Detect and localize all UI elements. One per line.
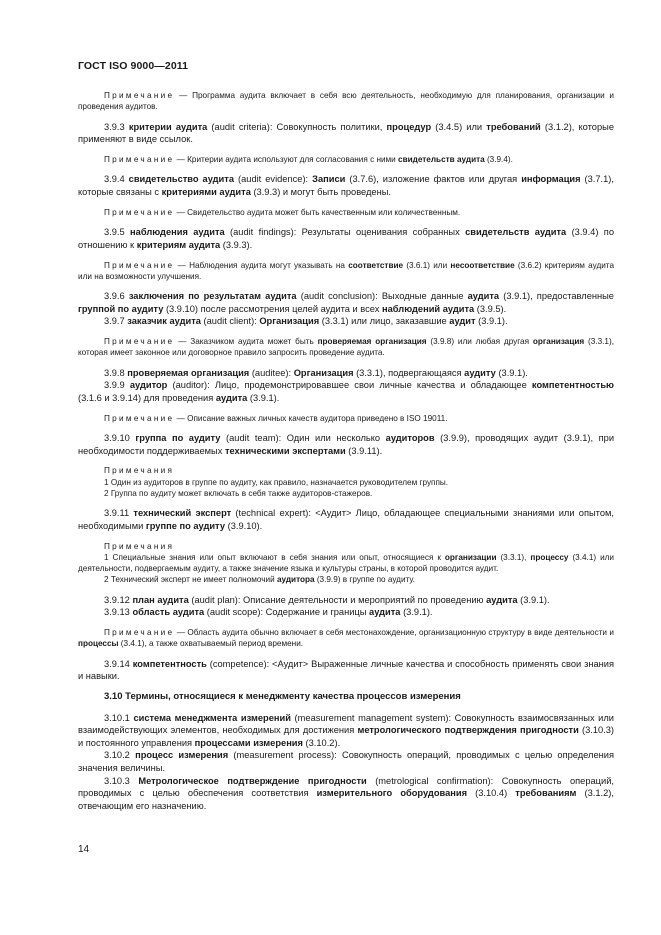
term-3-9-9: 3.9.9 аудитор (auditor): Лицо, продемонстрировавшее свои личные качества и обладающее компетентностью (3.1.6 и 3.9.14) для проведения аудита (3.9.1). <box>78 380 614 403</box>
section-3-10-heading: 3.10 Термины, относящиеся к менеджменту качества процессов измерения <box>104 690 461 702</box>
page-number: 14 <box>78 844 90 855</box>
term-3-9-12: 3.9.12 план аудита (audit plan): Описание деятельности и мероприятий по проведению аудита (3.9.1). <box>104 594 550 605</box>
term-3-9-3: 3.9.3 критерии аудита (audit criteria): Совокупность политики, процедур (3.4.5) или требований (3.1.2), которые применяют в виде ссылок. <box>78 121 614 145</box>
note-scope: Примечание — Область аудита обычно включает в себя местонахождение, организационную структуру в виде деятельности и процессы (3.4.1), а также охватываемый период времени. <box>78 627 614 649</box>
notes-expert-label: Примечания <box>104 541 175 551</box>
term-3-9-8: 3.9.8 проверяемая организация (auditee): Организация (3.3.1), подвергающаяся аудиту (3.9.1). <box>104 367 528 378</box>
term-3-10-3: 3.10.3 Метрологическое подтверждение пригодности (metrological confirmation): Совокупность операций, проводимых с целью обеспечения соответствия измерительного оборудования (3.10.4) требованиям (3.1.2), отвечающим его назначению. <box>78 775 614 811</box>
term-3-9-13: 3.9.13 область аудита (audit scope): Содержание и границы аудита (3.9.1). <box>104 607 433 618</box>
term-3-10-2: 3.10.2 процесс измерения (measurement process): Совокупность операций, проводимых с целью определения значения величины. <box>78 750 614 774</box>
term-3-9-7: 3.9.7 заказчик аудита (audit client): Организация (3.3.1) или лицо, заказавшие аудит (3.9.1). <box>104 316 508 327</box>
notes-team-label: Примечания <box>104 466 175 476</box>
note-team-1: 1 Один из аудиторов в группе по аудиту, как правило, назначается руководителем группы. <box>104 477 449 487</box>
document-body <box>78 90 614 812</box>
term-3-9-6: 3.9.6 заключения по результатам аудита (audit conclusion): Выходные данные аудита (3.9.1), предоставленные группой по аудиту (3.9.10) после рассмотрения целей аудита и всех наблюдений аудита (3.9.5). <box>78 291 614 314</box>
term-3-9-5: 3.9.5 наблюдения аудита (audit findings): Результаты оценивания собранных свидетельств аудита (3.9.4) по отношению к критериям аудита (3.9.3). <box>78 227 614 250</box>
note-criteria: Примечание — Критерии аудита используют для согласования с ними свидетельств аудита (3.9.4). <box>104 154 513 164</box>
term-3-9-4: 3.9.4 свидетельство аудита (audit evidence): Записи (3.7.6), изложение фактов или другая информация (3.7.1), которые связаны с критериями аудита (3.9.3) и могут быть проведены. <box>78 174 614 197</box>
note-expert-2: 2 Технический эксперт не имеет полномочий аудитора (3.9.9) в группе по аудиту. <box>104 575 415 585</box>
term-3-9-14: 3.9.14 компетентность (competence): <Аудит> Выраженные личные качества и способность применять свои знания и навыки. <box>78 658 614 682</box>
note-findings: Примечание — Наблюдения аудита могут указывать на соответствие (3.6.1) или несоответствие (3.6.2) критериям аудита или на возможности улучшения. <box>78 260 615 281</box>
term-3-9-11: 3.9.11 технический эксперт (technical expert): <Аудит> Лицо, обладающее специальными знаниями или опытом, необходимыми группе по аудиту (3.9.10). <box>78 508 614 531</box>
note-expert-1: 1 Специальные знания или опыт включают в себя знания или опыт, относящиеся к организации (3.3.1), процессу (3.4.1) или деятельности, подвергаемым аудиту, а также значение языка и культуры страны, в которой проводится аудит. <box>78 552 614 573</box>
note-program: Примечание — Программа аудита включает в себя всю деятельность, необходимую для планирования, организации и проведения аудитов. <box>78 91 614 112</box>
note-client: Примечание — Заказчиком аудита может быть проверяемая организация (3.9.8) или любая другая организация (3.3.1), которая имеет законное или договорное правило запросить проведение аудита. <box>78 337 614 358</box>
term-3-9-10: 3.9.10 группа по аудиту (audit team): Один или несколько аудиторов (3.9.9), проводящих аудит (3.9.1), при необходимости поддерживаемых техническими экспертами (3.9.11). <box>78 433 615 456</box>
note-auditor: Примечание — Описание важных личных качеств аудитора приведено в ISO 19011. <box>104 413 448 423</box>
term-3-10-1: 3.10.1 система менеджмента измерений (measurement management system): Совокупность взаимосвязанных или взаимодействующих элементов, необходимых для достижения метрологического подтверждения пригодности (3.10.3) и постоянного управления процессами измерения (3.10.2). <box>78 712 615 748</box>
note-team-2: 2 Группа по аудиту может включать в себя также аудиторов-стажеров. <box>104 488 373 498</box>
page-header: ГОСТ ISO 9000—2011 <box>78 60 189 72</box>
note-evidence: Примечание — Свидетельство аудита может быть качественным или количественным. <box>104 207 461 217</box>
